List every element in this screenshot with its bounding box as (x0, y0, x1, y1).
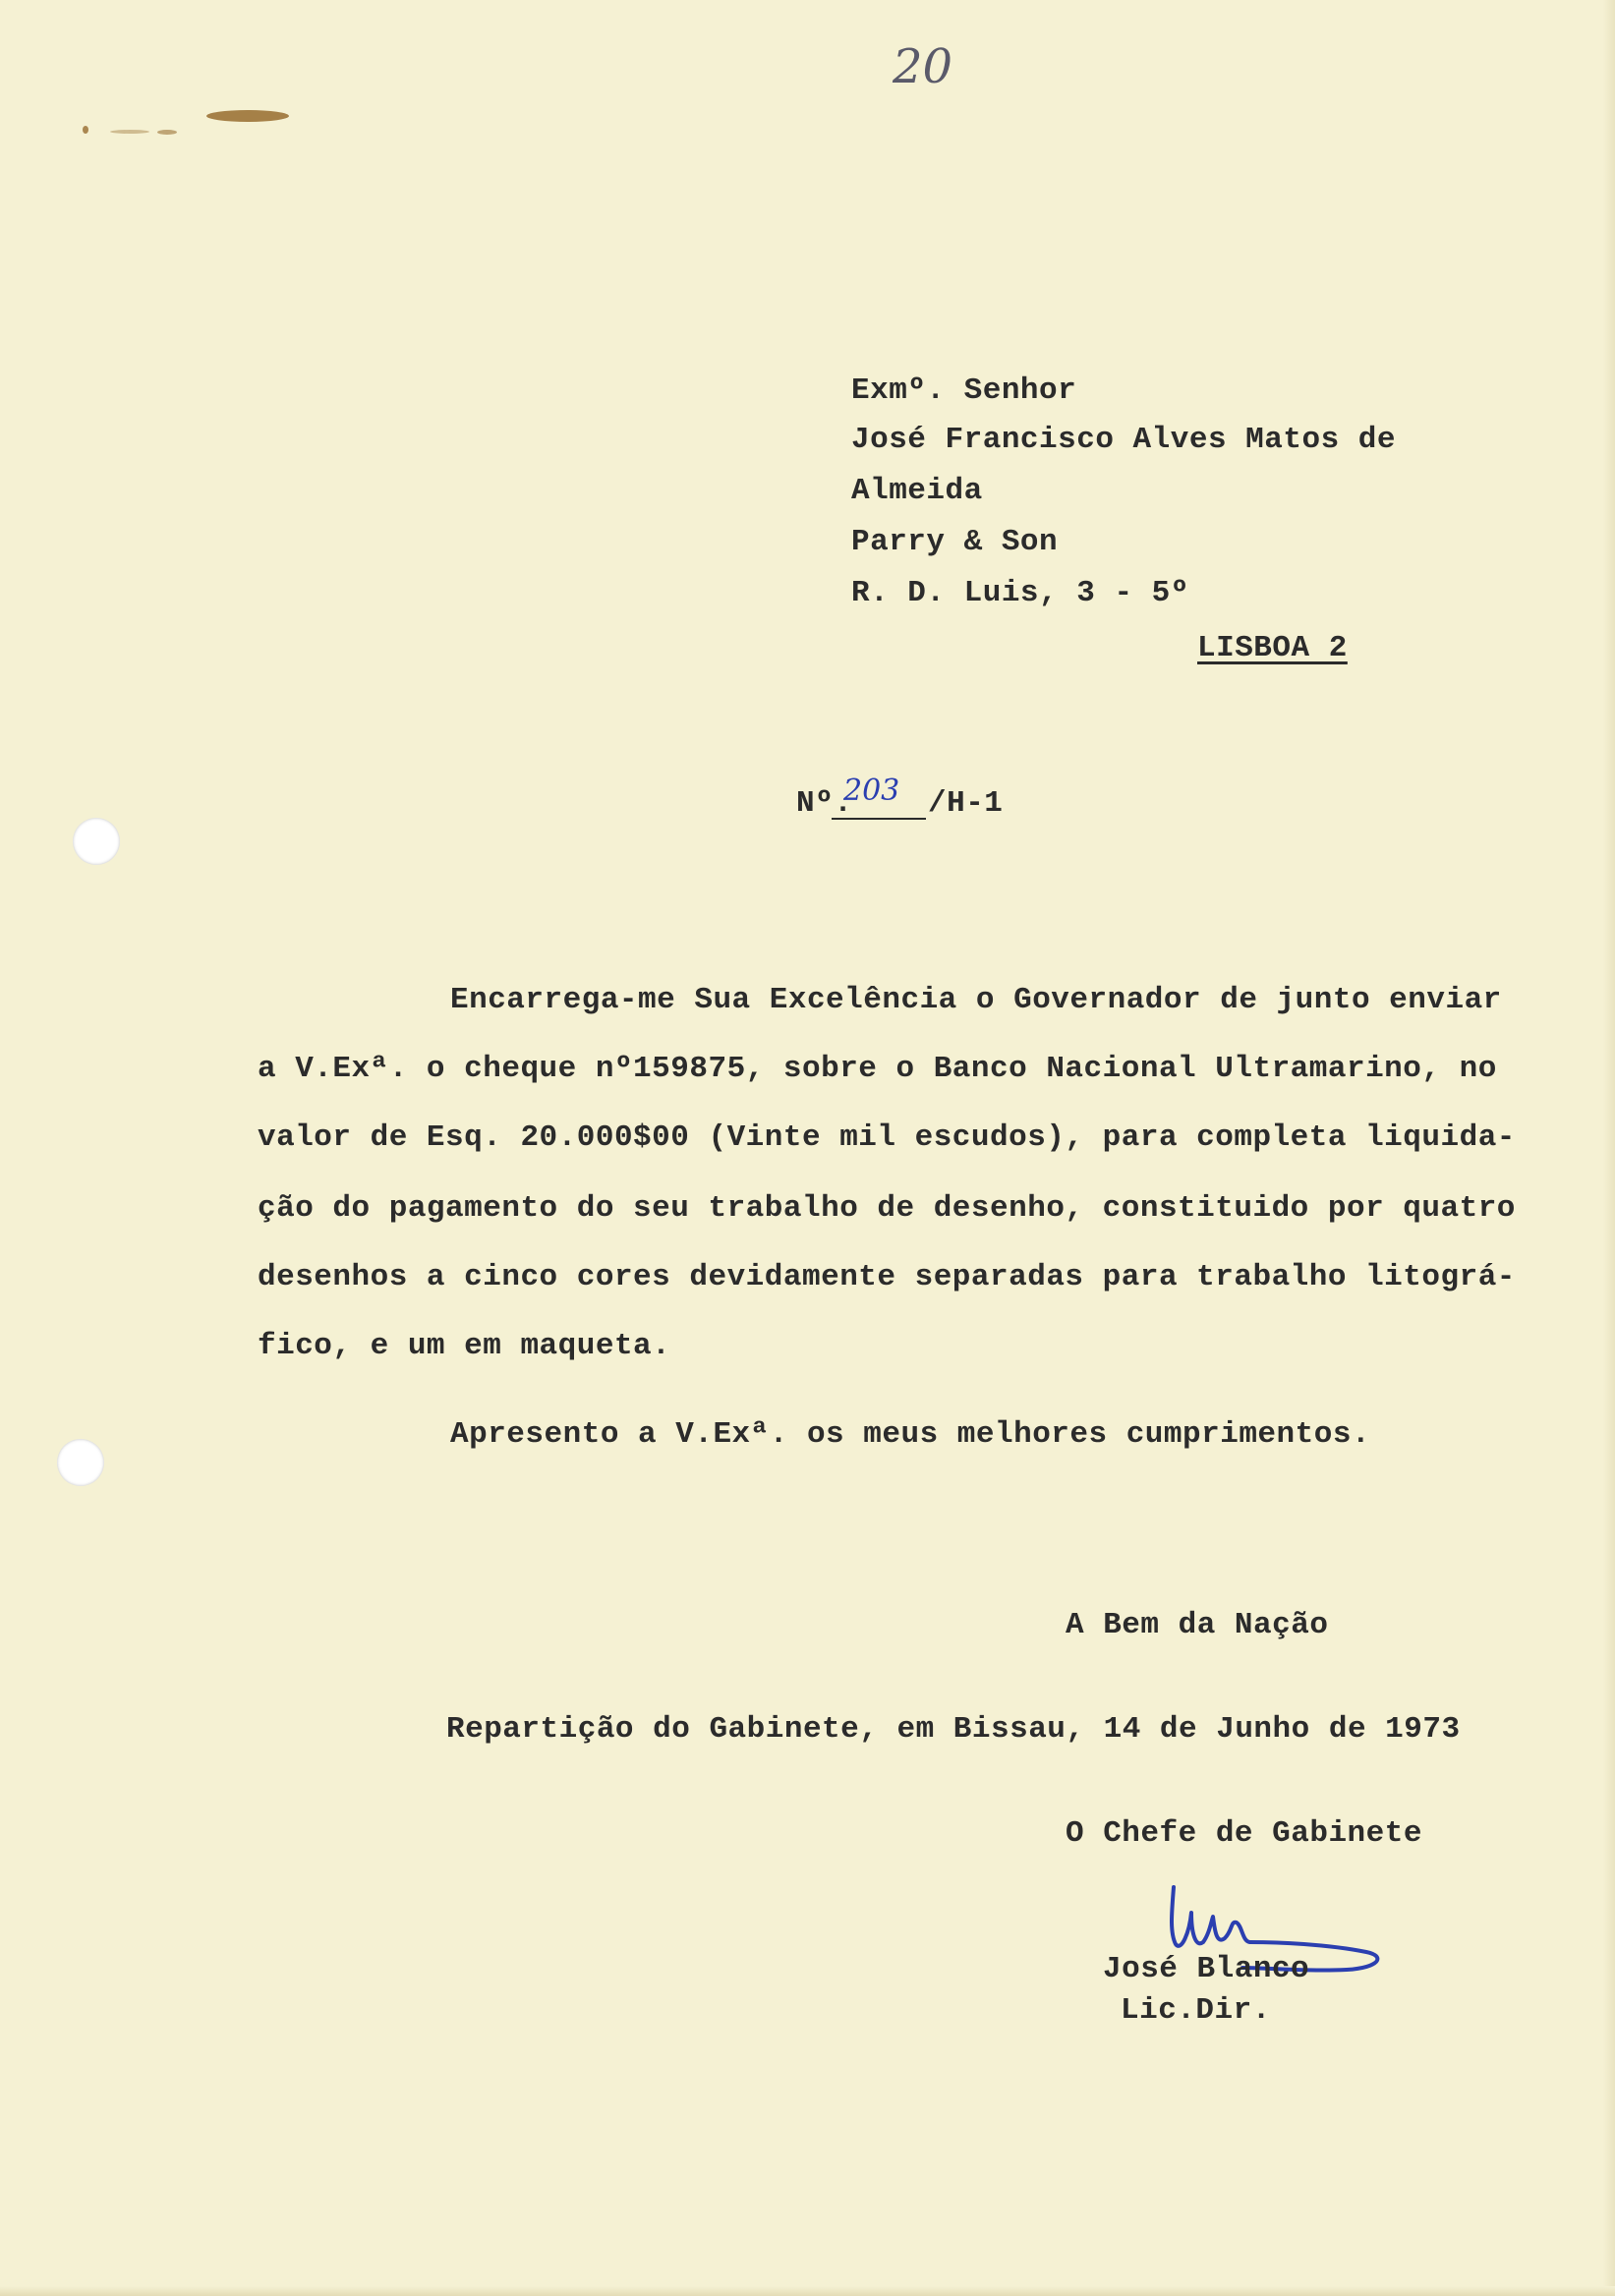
reference-suffix: /H-1 (928, 786, 1004, 821)
body-line-4: ção do pagamento do seu trabalho de desenho, constituido por quatro (258, 1191, 1516, 1226)
reference-number-line (832, 818, 926, 820)
body-line-2: a V.Exª. o cheque nº159875, sobre o Banco Nacional Ultramarino, no (258, 1052, 1497, 1086)
recipient-name-line2: Almeida (851, 474, 983, 508)
body-line-5: desenhos a cinco cores devidamente separadas para trabalho litográ- (258, 1260, 1516, 1294)
recipient-salutation: Exmº. Senhor (851, 373, 1077, 408)
ink-stain (206, 110, 289, 122)
ink-speck (83, 126, 88, 134)
page-number-handwritten: 20 (893, 39, 953, 94)
recipient-street: R. D. Luis, 3 - 5º (851, 576, 1189, 610)
closing-title: O Chefe de Gabinete (1066, 1816, 1422, 1851)
closing-motto: A Bem da Nação (1066, 1608, 1329, 1642)
punch-hole-lower (57, 1439, 104, 1486)
ink-speck (157, 130, 177, 135)
body-line-6: fico, e um em maqueta. (258, 1329, 671, 1363)
ink-speck (110, 130, 149, 134)
closing-place-date: Repartição do Gabinete, em Bissau, 14 de Junho de 1973 (446, 1712, 1461, 1747)
recipient-city: LISBOA 2 (1197, 631, 1348, 665)
body-line-1: Encarrega-me Sua Excelência o Governador de junto enviar (450, 983, 1502, 1017)
body-line-3: valor de Esq. 20.000$00 (Vinte mil escudos), para completa liquida- (258, 1120, 1516, 1155)
page-bottom-edge (0, 2286, 1615, 2296)
punch-hole-upper (73, 818, 120, 865)
reference-number-handwritten: 203 (843, 774, 900, 808)
reference-prefix: Nº. (796, 786, 853, 821)
page-edge (1603, 0, 1615, 2296)
signatory-name: José Blanco (1103, 1952, 1310, 1986)
recipient-company: Parry & Son (851, 525, 1059, 559)
signatory-degree: Lic.Dir. (1121, 1993, 1271, 2028)
recipient-name-line1: José Francisco Alves Matos de (851, 423, 1396, 457)
body-paragraph-2: Apresento a V.Exª. os meus melhores cumprimentos. (450, 1417, 1371, 1452)
